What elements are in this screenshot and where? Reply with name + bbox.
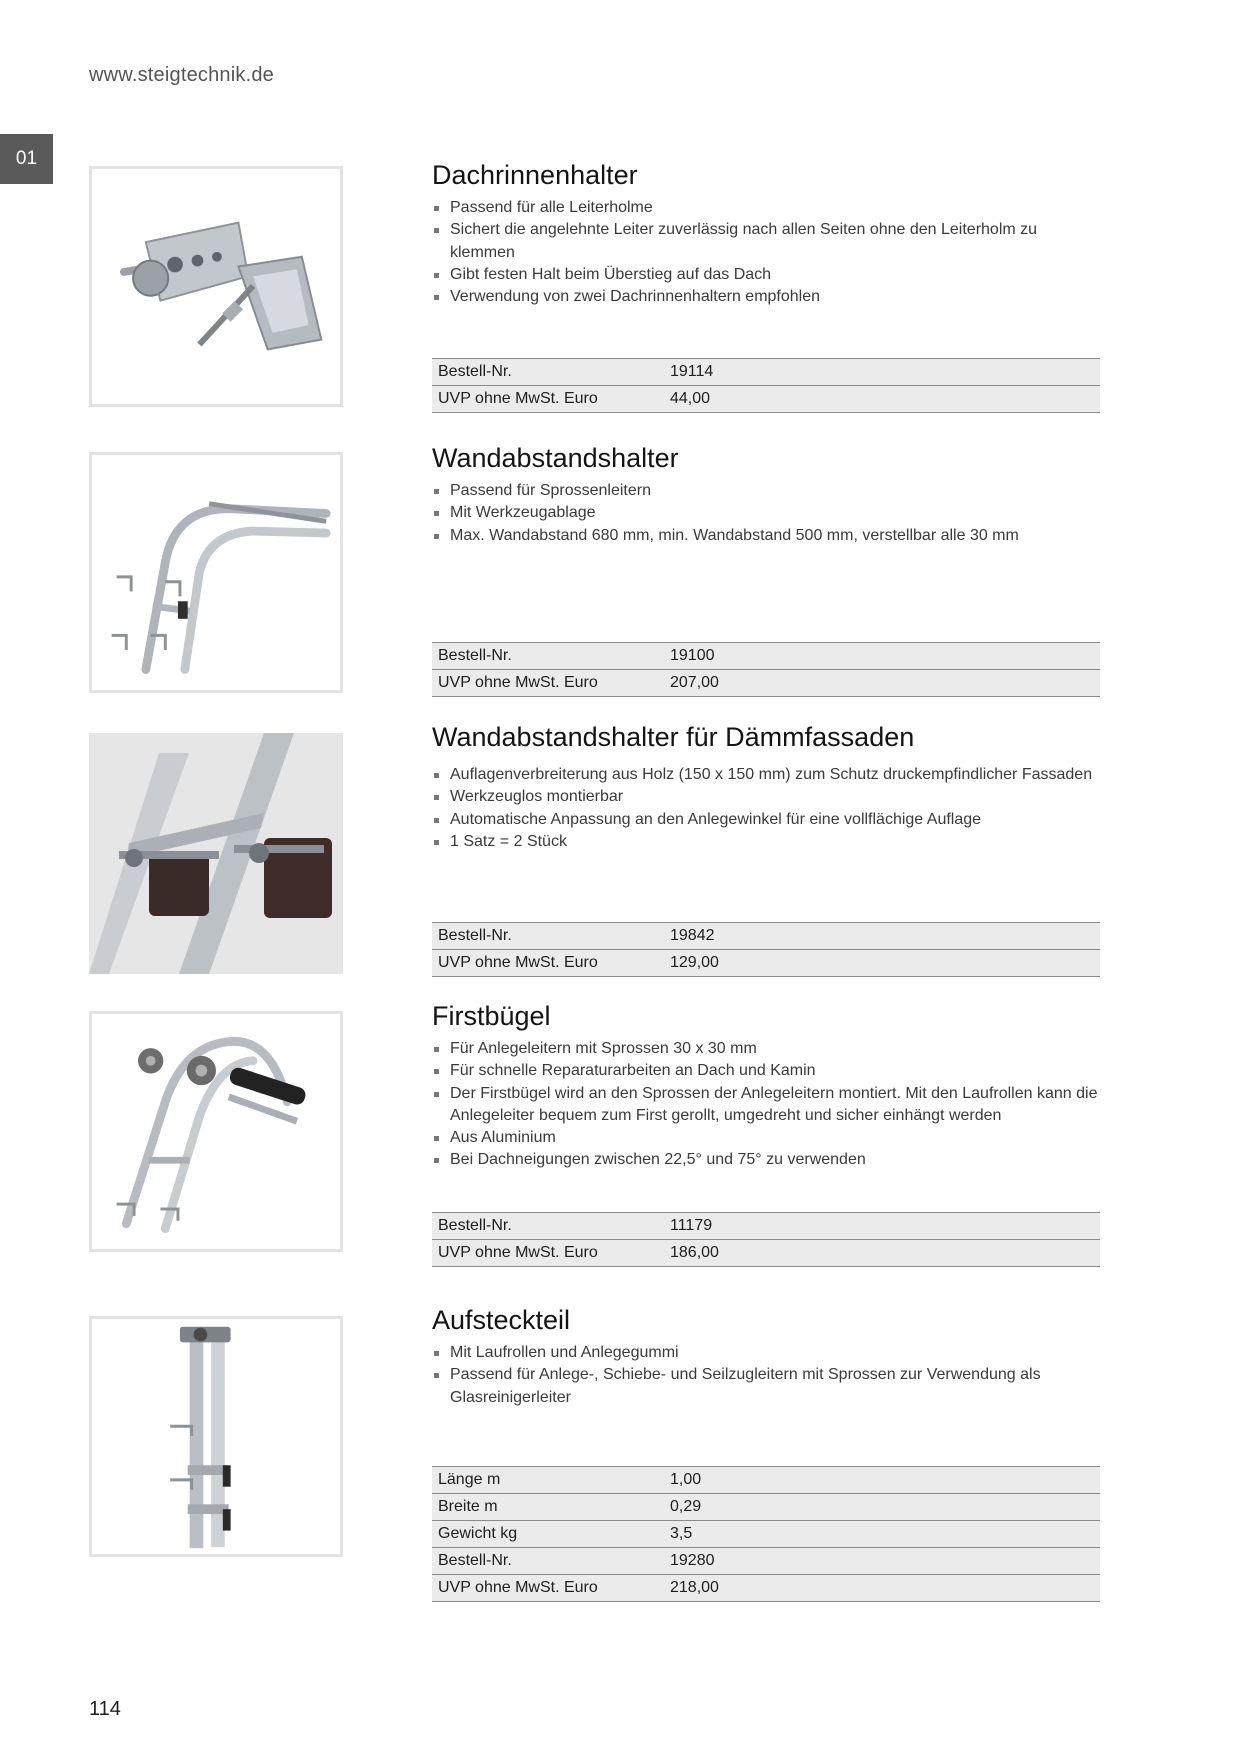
spec-value: 19280: [664, 1548, 1100, 1575]
spec-label: UVP ohne MwSt. Euro: [432, 670, 664, 697]
feature-item: Auflagenverbreiterung aus Holz (150 x 150 mm) zum Schutz druckempfindlicher Fassaden: [432, 764, 1100, 786]
spec-value: 0,29: [664, 1494, 1100, 1521]
product-title: Firstbügel: [432, 1001, 551, 1031]
spec-value: 19100: [664, 643, 1100, 670]
spec-value: 44,00: [664, 386, 1100, 413]
spec-value: 218,00: [664, 1575, 1100, 1602]
spec-value: 207,00: [664, 670, 1100, 697]
page-number: 114: [89, 1698, 121, 1720]
spec-label: UVP ohne MwSt. Euro: [432, 1575, 664, 1602]
spec-table: [432, 642, 1100, 697]
ridge-hook-image: [89, 1011, 343, 1252]
feature-item: Bei Dachneigungen zwischen 22,5° und 75° zu verwenden: [432, 1149, 1100, 1171]
spec-table: [432, 1466, 1100, 1602]
insulated-facade-standoff-image: [89, 733, 343, 974]
spec-label: Bestell-Nr.: [432, 923, 664, 950]
spec-value: 19114: [664, 359, 1100, 386]
product-title: Wandabstandshalter: [432, 443, 679, 473]
spec-value: 3,5: [664, 1521, 1100, 1548]
spec-label: UVP ohne MwSt. Euro: [432, 386, 664, 413]
feature-list: [432, 764, 1100, 853]
feature-item: Der Firstbügel wird an den Sprossen der Anlegeleitern montiert. Mit den Laufrollen kann die Anlegeleiter bequem zum First gerollt, umgedreht und sicher einhängt werden: [432, 1083, 1100, 1128]
spec-label: Bestell-Nr.: [432, 643, 664, 670]
spec-row: [432, 386, 1100, 413]
spec-label: Gewicht kg: [432, 1521, 664, 1548]
feature-item: Max. Wandabstand 680 mm, min. Wandabstand 500 mm, verstellbar alle 30 mm: [432, 525, 1100, 547]
spec-row: [432, 1494, 1100, 1521]
spec-row: [432, 1467, 1100, 1494]
spec-label: UVP ohne MwSt. Euro: [432, 950, 664, 977]
spec-table: [432, 1212, 1100, 1267]
chapter-tab: 01: [0, 134, 53, 184]
wall-standoff-image: [89, 452, 343, 693]
feature-item: Für Anlegeleitern mit Sprossen 30 x 30 mm: [432, 1038, 1100, 1060]
spec-value: 129,00: [664, 950, 1100, 977]
spec-table: [432, 922, 1100, 977]
spec-table: [432, 358, 1100, 413]
feature-item: 1 Satz = 2 Stück: [432, 831, 1100, 853]
product-title: Dachrinnenhalter: [432, 160, 638, 190]
feature-list: [432, 480, 1100, 547]
feature-item: Verwendung von zwei Dachrinnenhaltern empfohlen: [432, 286, 1100, 308]
feature-item: Werkzeuglos montierbar: [432, 786, 1100, 808]
feature-item: Mit Laufrollen und Anlegegummi: [432, 1342, 1100, 1364]
spec-row: [432, 950, 1100, 977]
product-title: Aufsteckteil: [432, 1305, 571, 1335]
spec-label: Länge m: [432, 1467, 664, 1494]
spec-row: [432, 670, 1100, 697]
feature-list: [432, 1038, 1100, 1172]
feature-list: [432, 1342, 1100, 1409]
spec-row: [432, 1213, 1100, 1240]
spec-label: Breite m: [432, 1494, 664, 1521]
feature-item: Aus Aluminium: [432, 1127, 1100, 1149]
spec-value: 186,00: [664, 1240, 1100, 1267]
website-url: www.steigtechnik.de: [89, 64, 275, 86]
spec-row: [432, 1521, 1100, 1548]
feature-item: Passend für Sprossenleitern: [432, 480, 1100, 502]
spec-row: [432, 923, 1100, 950]
feature-item: Mit Werkzeugablage: [432, 502, 1100, 524]
feature-item: Passend für Anlege-, Schiebe- und Seilzugleitern mit Sprossen zur Verwendung als Glasreinigerleiter: [432, 1364, 1100, 1409]
spec-value: 11179: [664, 1213, 1100, 1240]
spec-row: [432, 359, 1100, 386]
product-title: Wandabstandshalter für Dämmfassaden: [432, 722, 915, 752]
feature-item: Sichert die angelehnte Leiter zuverlässig nach allen Seiten ohne den Leiterholm zu klemmen: [432, 219, 1100, 264]
gutter-bracket-image: [89, 166, 343, 407]
spec-label: Bestell-Nr.: [432, 359, 664, 386]
spec-label: Bestell-Nr.: [432, 1548, 664, 1575]
spec-row: [432, 1548, 1100, 1575]
spec-row: [432, 643, 1100, 670]
spec-label: Bestell-Nr.: [432, 1213, 664, 1240]
spec-row: [432, 1240, 1100, 1267]
feature-item: Für schnelle Reparaturarbeiten an Dach und Kamin: [432, 1060, 1100, 1082]
plug-on-section-image: [89, 1316, 343, 1557]
feature-item: Passend für alle Leiterholme: [432, 197, 1100, 219]
spec-value: 19842: [664, 923, 1100, 950]
feature-list: [432, 197, 1100, 308]
feature-item: Gibt festen Halt beim Überstieg auf das Dach: [432, 264, 1100, 286]
feature-item: Automatische Anpassung an den Anlegewinkel für eine vollflächige Auflage: [432, 809, 1100, 831]
spec-label: UVP ohne MwSt. Euro: [432, 1240, 664, 1267]
spec-value: 1,00: [664, 1467, 1100, 1494]
spec-row: [432, 1575, 1100, 1602]
